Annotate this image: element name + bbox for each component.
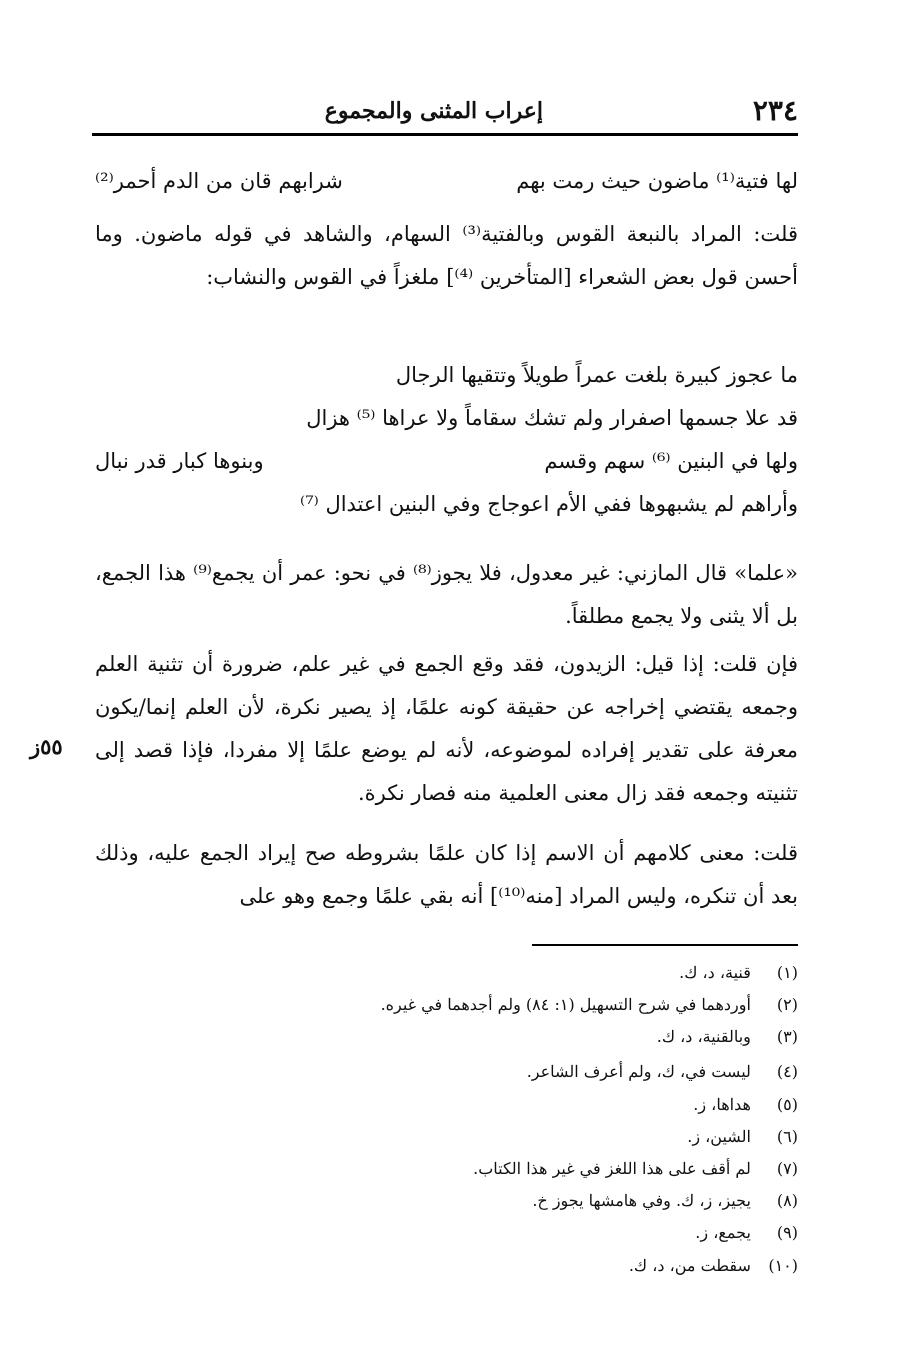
footnote-number: (١) xyxy=(776,963,798,982)
verse-first-hemistich: لها فتية⁽¹⁾ ماضون حيث رمت بهم xyxy=(516,169,798,193)
riddle-verse-line xyxy=(95,483,798,526)
footnote-text: قنية، د، ك. xyxy=(679,963,751,982)
footnote xyxy=(238,1090,798,1120)
footnote-text: سقطت من، د، ك. xyxy=(628,1256,751,1275)
paragraph: قلت: معنى كلامهم أن الاسم إذا كان علمًا بشروطه صح إيراد الجمع عليه، وذلك بعد أن تنكره، وليس المراد [منه⁽¹⁰⁾] أنه بقي علمًا وجمع وهو على xyxy=(95,841,798,908)
footnote-text: أوردهما في شرح التسهيل (١: ٨٤) ولم أجدهما في غيره. xyxy=(380,995,751,1014)
riddle-verse-line xyxy=(95,354,798,397)
footnote-text: وبالقنية، د، ك. xyxy=(656,1027,751,1046)
paragraph: فإن قلت: إذا قيل: الزيدون، فقد وقع الجمع في غير علم، ضرورة أن تثنية العلم وجمعه يقتضي إخراجه عن حقيقة كونه علمًا، إذ يصير نكرة، لأن العلم إنما/يكون معرفة على تقدير إفراده لموضوعه، لأنه لم يوضع علمًا إلا مفردا، فإذا قصد إلى تثنيته وجمعه فقد زال معنى العلمية منه فصار نكرة. xyxy=(95,652,798,805)
header-rule xyxy=(92,133,798,136)
page-header xyxy=(92,94,798,134)
footnote-text: الشين، ز. xyxy=(687,1127,751,1146)
footnote-text: يجمع، ز. xyxy=(695,1223,751,1242)
riddle-second-hemistich: وبنوها كبار قدر نبال xyxy=(95,449,264,473)
footnote-number: (٥) xyxy=(776,1095,798,1114)
running-title: إعراب المثنى والمجموع xyxy=(324,98,543,124)
footnote-text: يجيز، ز، ك. وفي هامشها يجوز خ. xyxy=(532,1191,751,1210)
footnote xyxy=(238,1122,798,1152)
riddle-first-hemistich: ولها في البنين ⁽⁶⁾ سهم وقسم xyxy=(544,449,798,473)
footnote-number: (٨) xyxy=(776,1191,798,1210)
footnote-number: (١٠) xyxy=(768,1256,798,1275)
footnote xyxy=(238,1022,798,1052)
riddle-verse-text: قد علا جسمها اصفرار ولم تشك سقاماً ولا عراها ⁽⁵⁾ هزال xyxy=(306,406,798,430)
page-number: ٢٣٤ xyxy=(752,94,798,127)
footnote-number: (٣) xyxy=(776,1027,798,1046)
riddle-verse-line xyxy=(95,397,798,440)
footnote-number: (٩) xyxy=(776,1223,798,1242)
paragraph: «علما» قال المازني: غير معدول، فلا يجوز⁽⁸⁾ في نحو: عمر أن يجمع⁽⁹⁾ هذا الجمع، بل ألا يثنى ولا يجمع مطلقاً. xyxy=(95,561,798,628)
verse-second-hemistich: شرابهم قان من الدم أحمر⁽²⁾ xyxy=(95,169,343,193)
footnote-text: هداها، ز. xyxy=(693,1095,751,1114)
footnotes-rule xyxy=(532,944,798,946)
footnote xyxy=(238,958,798,988)
footnote-number: (٢) xyxy=(776,995,798,1014)
footnote-number: (٧) xyxy=(776,1159,798,1178)
footnote xyxy=(238,1057,798,1087)
riddle-verse-text: ما عجوز كبيرة بلغت عمراً طويلاً وتتقيها الرجال xyxy=(395,363,798,387)
riddle-verse-text: وأراهم لم يشبهوها ففي الأم اعوجاج وفي البنين اعتدال ⁽⁷⁾ xyxy=(300,492,798,516)
footnote-text: ليست في، ك، ولم أعرف الشاعر. xyxy=(526,1062,751,1081)
manuscript-margin-marker: ٥٥ز xyxy=(30,734,63,759)
footnote xyxy=(238,1218,798,1248)
footnote xyxy=(238,990,798,1020)
footnote-number: (٤) xyxy=(776,1062,798,1081)
footnote xyxy=(238,1186,798,1216)
footnote xyxy=(238,1154,798,1184)
footnote xyxy=(238,1251,798,1281)
footnote-text: لم أقف على هذا اللغز في غير هذا الكتاب. xyxy=(473,1159,751,1178)
paragraph: قلت: المراد بالنبعة القوس وبالفتية⁽³⁾ السهام، والشاهد في قوله ماضون. وما أحسن قول بعض الشعراء [المتأخرين ⁽⁴⁾] ملغزاً في القوس والنشاب: xyxy=(95,222,799,289)
footnote-number: (٦) xyxy=(776,1127,798,1146)
